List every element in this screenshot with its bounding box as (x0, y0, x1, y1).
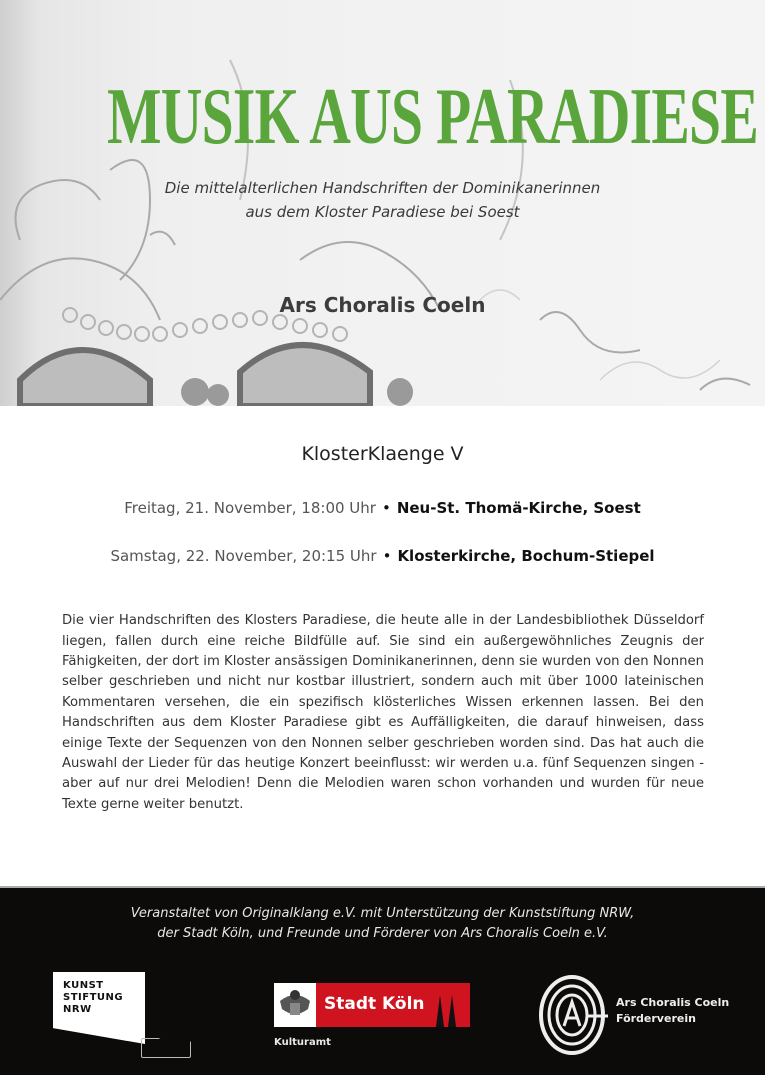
cathedral-icon (434, 989, 458, 1027)
credits-line-2: der Stadt Köln, und Freunde und Förderer von Ars Choralis Coeln e.V. (157, 926, 608, 941)
event-date: Freitag, 21. November, 18:00 Uhr (124, 499, 376, 517)
event-row (0, 545, 765, 567)
logo-outline-shape (141, 1038, 191, 1058)
credits-text (0, 904, 765, 944)
logo-line-1: KUNST (63, 980, 104, 991)
poster-title: MUSIK AUS PARADIESE (107, 73, 759, 161)
subtitle-line-1: Die mittelalterlichen Handschriften der Dominikanerinnen (164, 179, 601, 197)
logo-line-2: STIFTUNG (63, 992, 124, 1003)
concert-series-title: KlosterKlaenge V (301, 443, 464, 465)
logo-name: Stadt Köln (324, 994, 425, 1014)
credits-line-1: Veranstaltet von Originalklang e.V. mit Unterstützung der Kunststiftung NRW, (130, 906, 635, 921)
event-row (0, 497, 765, 519)
event-date: Samstag, 22. November, 20:15 Uhr (110, 547, 377, 565)
concert-description: Die vier Handschriften des Klosters Paradiese, die heute alle in der Landesbibliothek Düsseldorf liegen, fallen durch eine reiche Bildfülle auf. Sie sind ein außergewöhnliches Zeugnis der Fähigkeiten, der dort im Kloster ansässigen Dominikanerinnen, denn sie wurden von den Nonnen selber geschrieben und nicht nur kostbar illustriert, sondern auch mit über 1000 lateinischen Kommentaren versehen, die ein spezifisch klösterliches Wissen erkennen lassen. Bei den Handschriften aus dem Kloster Paradiese gibt es Auffälligkeiten, die darauf hinweisen, dass einige Texte der Sequenzen von den Nonnen selber geschrieben worden sind. Das hat auch die Auswahl der Lieder für das heutige Konzert beeinflusst: wir werden u.a. fünf Sequenzen singen - aber auf nur drei Melodien! Denn die Melodien waren schon vorhanden und wurden für neue Texte gerne weiter benutzt. (62, 613, 704, 812)
subtitle-line-2: aus dem Kloster Paradiese bei Soest (245, 203, 520, 221)
poster-subtitle (0, 176, 765, 224)
logo-line-3: NRW (63, 1004, 92, 1015)
logo-line-2: Förderverein (616, 1012, 696, 1025)
logo-line-1: Ars Choralis Coeln (616, 996, 730, 1009)
stadt-koeln-logo (274, 983, 470, 1027)
coat-of-arms-icon (274, 983, 316, 1027)
kunststiftung-nrw-logo (53, 972, 173, 1060)
bullet-separator: • (382, 547, 392, 565)
sponsor-footer (0, 886, 765, 1075)
event-venue: Neu-St. Thomä-Kirche, Soest (396, 499, 641, 517)
header-banner (0, 0, 765, 406)
event-venue: Klosterkirche, Bochum-Stiepel (397, 547, 655, 565)
ensemble-name: Ars Choralis Coeln (279, 293, 486, 317)
ars-choralis-emblem-icon (538, 972, 610, 1058)
kulturamt-label: Kulturamt (274, 1037, 331, 1048)
ars-choralis-foerderverein-logo (538, 972, 738, 1058)
logo-text (63, 980, 123, 1016)
bullet-separator: • (381, 499, 391, 517)
